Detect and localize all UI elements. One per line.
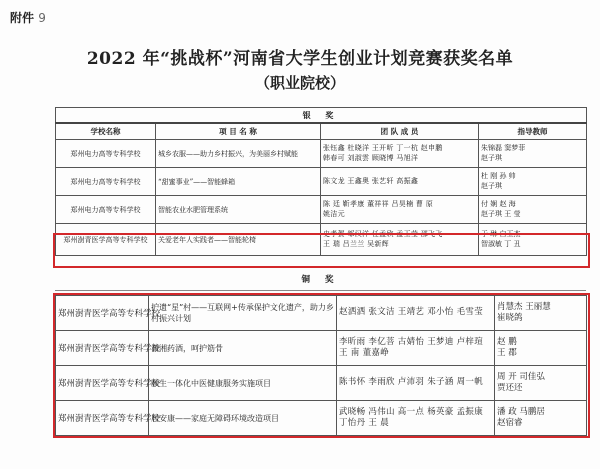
school-cell: 郑州澍青医学高等专科学校 xyxy=(56,296,149,331)
teacher-line: 赵 鹏 xyxy=(497,336,517,347)
member-line: 王 瑞 吕兰兰 吴新辉 xyxy=(323,239,389,248)
teacher-line: 王 郡 xyxy=(497,348,517,358)
members-cell xyxy=(321,140,479,168)
member-line: 韩春可 刘淑雲 顾晓博 马旭洋 xyxy=(323,153,419,162)
member-line: 王 南 董嘉峥 xyxy=(339,348,390,358)
school-cell: 郑州澍青医学高等专科学校 xyxy=(56,224,156,256)
table-row xyxy=(56,366,587,401)
member-line: 陈 廷 靳孝康 董祥祥 吕昊楠 曹 原 xyxy=(323,200,434,209)
teachers-cell xyxy=(495,366,587,401)
table-row xyxy=(56,196,587,224)
school-cell: 郑州澍青医学高等专科学校 xyxy=(56,401,149,436)
silver-heading: 银 奖 xyxy=(56,108,587,124)
project-cell: 城乡农服——助力乡村振兴，为美丽乡村赋能 xyxy=(156,140,321,168)
teachers-cell xyxy=(495,401,587,436)
teacher-line: 赵宿睿 xyxy=(497,418,523,428)
members-cell xyxy=(337,296,495,331)
teacher-line: 智淑敏 丁 丑 xyxy=(481,239,521,248)
attachment-number: 9 xyxy=(38,11,46,25)
table-row xyxy=(56,401,587,436)
teacher-line: 赵子琪 xyxy=(481,181,502,190)
project-cell: 护遗“星”村——互联网+传承保护文化遗产，助力乡村振兴计划 xyxy=(149,296,337,331)
project-cell: 颐生一体化中医健康服务实施项目 xyxy=(149,366,337,401)
col-header-members: 团 队 成 员 xyxy=(321,123,479,140)
teacher-line: 赵子琪 xyxy=(481,153,502,162)
school-cell: 郑州电力高等专科学校 xyxy=(56,140,156,168)
table-row xyxy=(56,296,587,331)
teachers-cell xyxy=(479,168,587,196)
members-cell xyxy=(337,366,495,401)
school-cell: 郑州澍青医学高等专科学校 xyxy=(56,331,149,366)
member-line: 陈文龙 王鑫奥 张艺轩 高振鑫 xyxy=(323,176,419,185)
attachment-text: 附件 xyxy=(10,11,35,25)
members-cell xyxy=(337,401,495,436)
teacher-line: 朱锦磊 窦梦菲 xyxy=(481,144,526,153)
member-line: 赵洒洒 张文洁 王靖艺 邓小怡 毛雪莹 xyxy=(339,307,484,318)
members-cell xyxy=(321,196,479,224)
teacher-line: 潘 政 马鹏居 xyxy=(497,406,545,417)
silver-award-table xyxy=(55,107,587,256)
project-cell: 潇湘药酒，呵护筋骨 xyxy=(149,331,337,366)
table-row xyxy=(56,140,587,168)
col-header-project: 项 目 名 称 xyxy=(156,123,321,140)
project-cell: 智能农业水肥管理系统 xyxy=(156,196,321,224)
table-row xyxy=(56,331,587,366)
member-line: 武晓畅 冯伟山 高一点 杨英豪 孟振康 xyxy=(339,406,484,417)
teacher-line: 杜 刚 孙 帅 xyxy=(481,172,516,181)
member-line: 李昕雨 李亿菩 古婧怡 王梦迪 卢梓瑄 xyxy=(339,336,484,347)
table-row xyxy=(56,224,587,256)
project-cell: 关爱老年人实践者——智能轮椅 xyxy=(156,224,321,256)
silver-heading-row xyxy=(56,108,587,124)
teacher-line: 付 娴 赵 海 xyxy=(481,200,516,209)
bronze-heading: 铜 奖 xyxy=(55,270,586,291)
teacher-line: 周 开 司佳弘 xyxy=(497,371,545,382)
col-header-teachers: 指导教师 xyxy=(479,123,587,140)
document-title: 2022 年“挑战杯”河南省大学生创业计划竞赛获奖名单 xyxy=(86,49,514,69)
members-cell xyxy=(321,224,479,256)
member-line: 张钰鑫 杜晓洋 王开昕 丁一杭 赵申鹏 xyxy=(323,144,443,153)
school-cell: 郑州澍青医学高等专科学校 xyxy=(56,366,149,401)
teachers-cell xyxy=(479,140,587,168)
member-line: 陈书怀 李雨欣 卢沛羽 朱子涵 周一帆 xyxy=(339,377,484,388)
col-header-school: 学校名称 xyxy=(56,123,156,140)
table-row xyxy=(56,168,587,196)
member-line: 丁怡丹 王 晨 xyxy=(339,418,390,428)
teachers-cell xyxy=(495,296,587,331)
teachers-cell xyxy=(495,331,587,366)
teacher-line: 赵子琪 王 莹 xyxy=(481,209,521,218)
school-cell: 郑州电力高等专科学校 xyxy=(56,196,156,224)
member-line: 史孝賀 邹汉洋 任孟欣 孟玉莹 邵飞飞 xyxy=(323,230,443,239)
column-header-row xyxy=(56,123,587,140)
project-cell: “甜蜜事业”——智能蜂箱 xyxy=(156,168,321,196)
members-cell xyxy=(337,331,495,366)
document-subtitle: （职业院校） xyxy=(254,74,345,92)
teacher-line: 肖慧杰 王丽慧 xyxy=(497,301,551,312)
members-cell xyxy=(321,168,479,196)
teacher-line: 崔晓鸽 xyxy=(497,313,523,323)
teachers-cell xyxy=(479,196,587,224)
bronze-award-table xyxy=(55,295,587,436)
member-line: 姚洁元 xyxy=(323,209,345,218)
project-cell: 居安康——家庭无障碍环境改造项目 xyxy=(149,401,337,436)
attachment-label xyxy=(10,9,46,26)
teacher-line: 于 琳 白玉杰 xyxy=(481,230,521,239)
teachers-cell xyxy=(479,224,587,256)
teacher-line: 贾还还 xyxy=(497,383,523,393)
school-cell: 郑州电力高等专科学校 xyxy=(56,168,156,196)
